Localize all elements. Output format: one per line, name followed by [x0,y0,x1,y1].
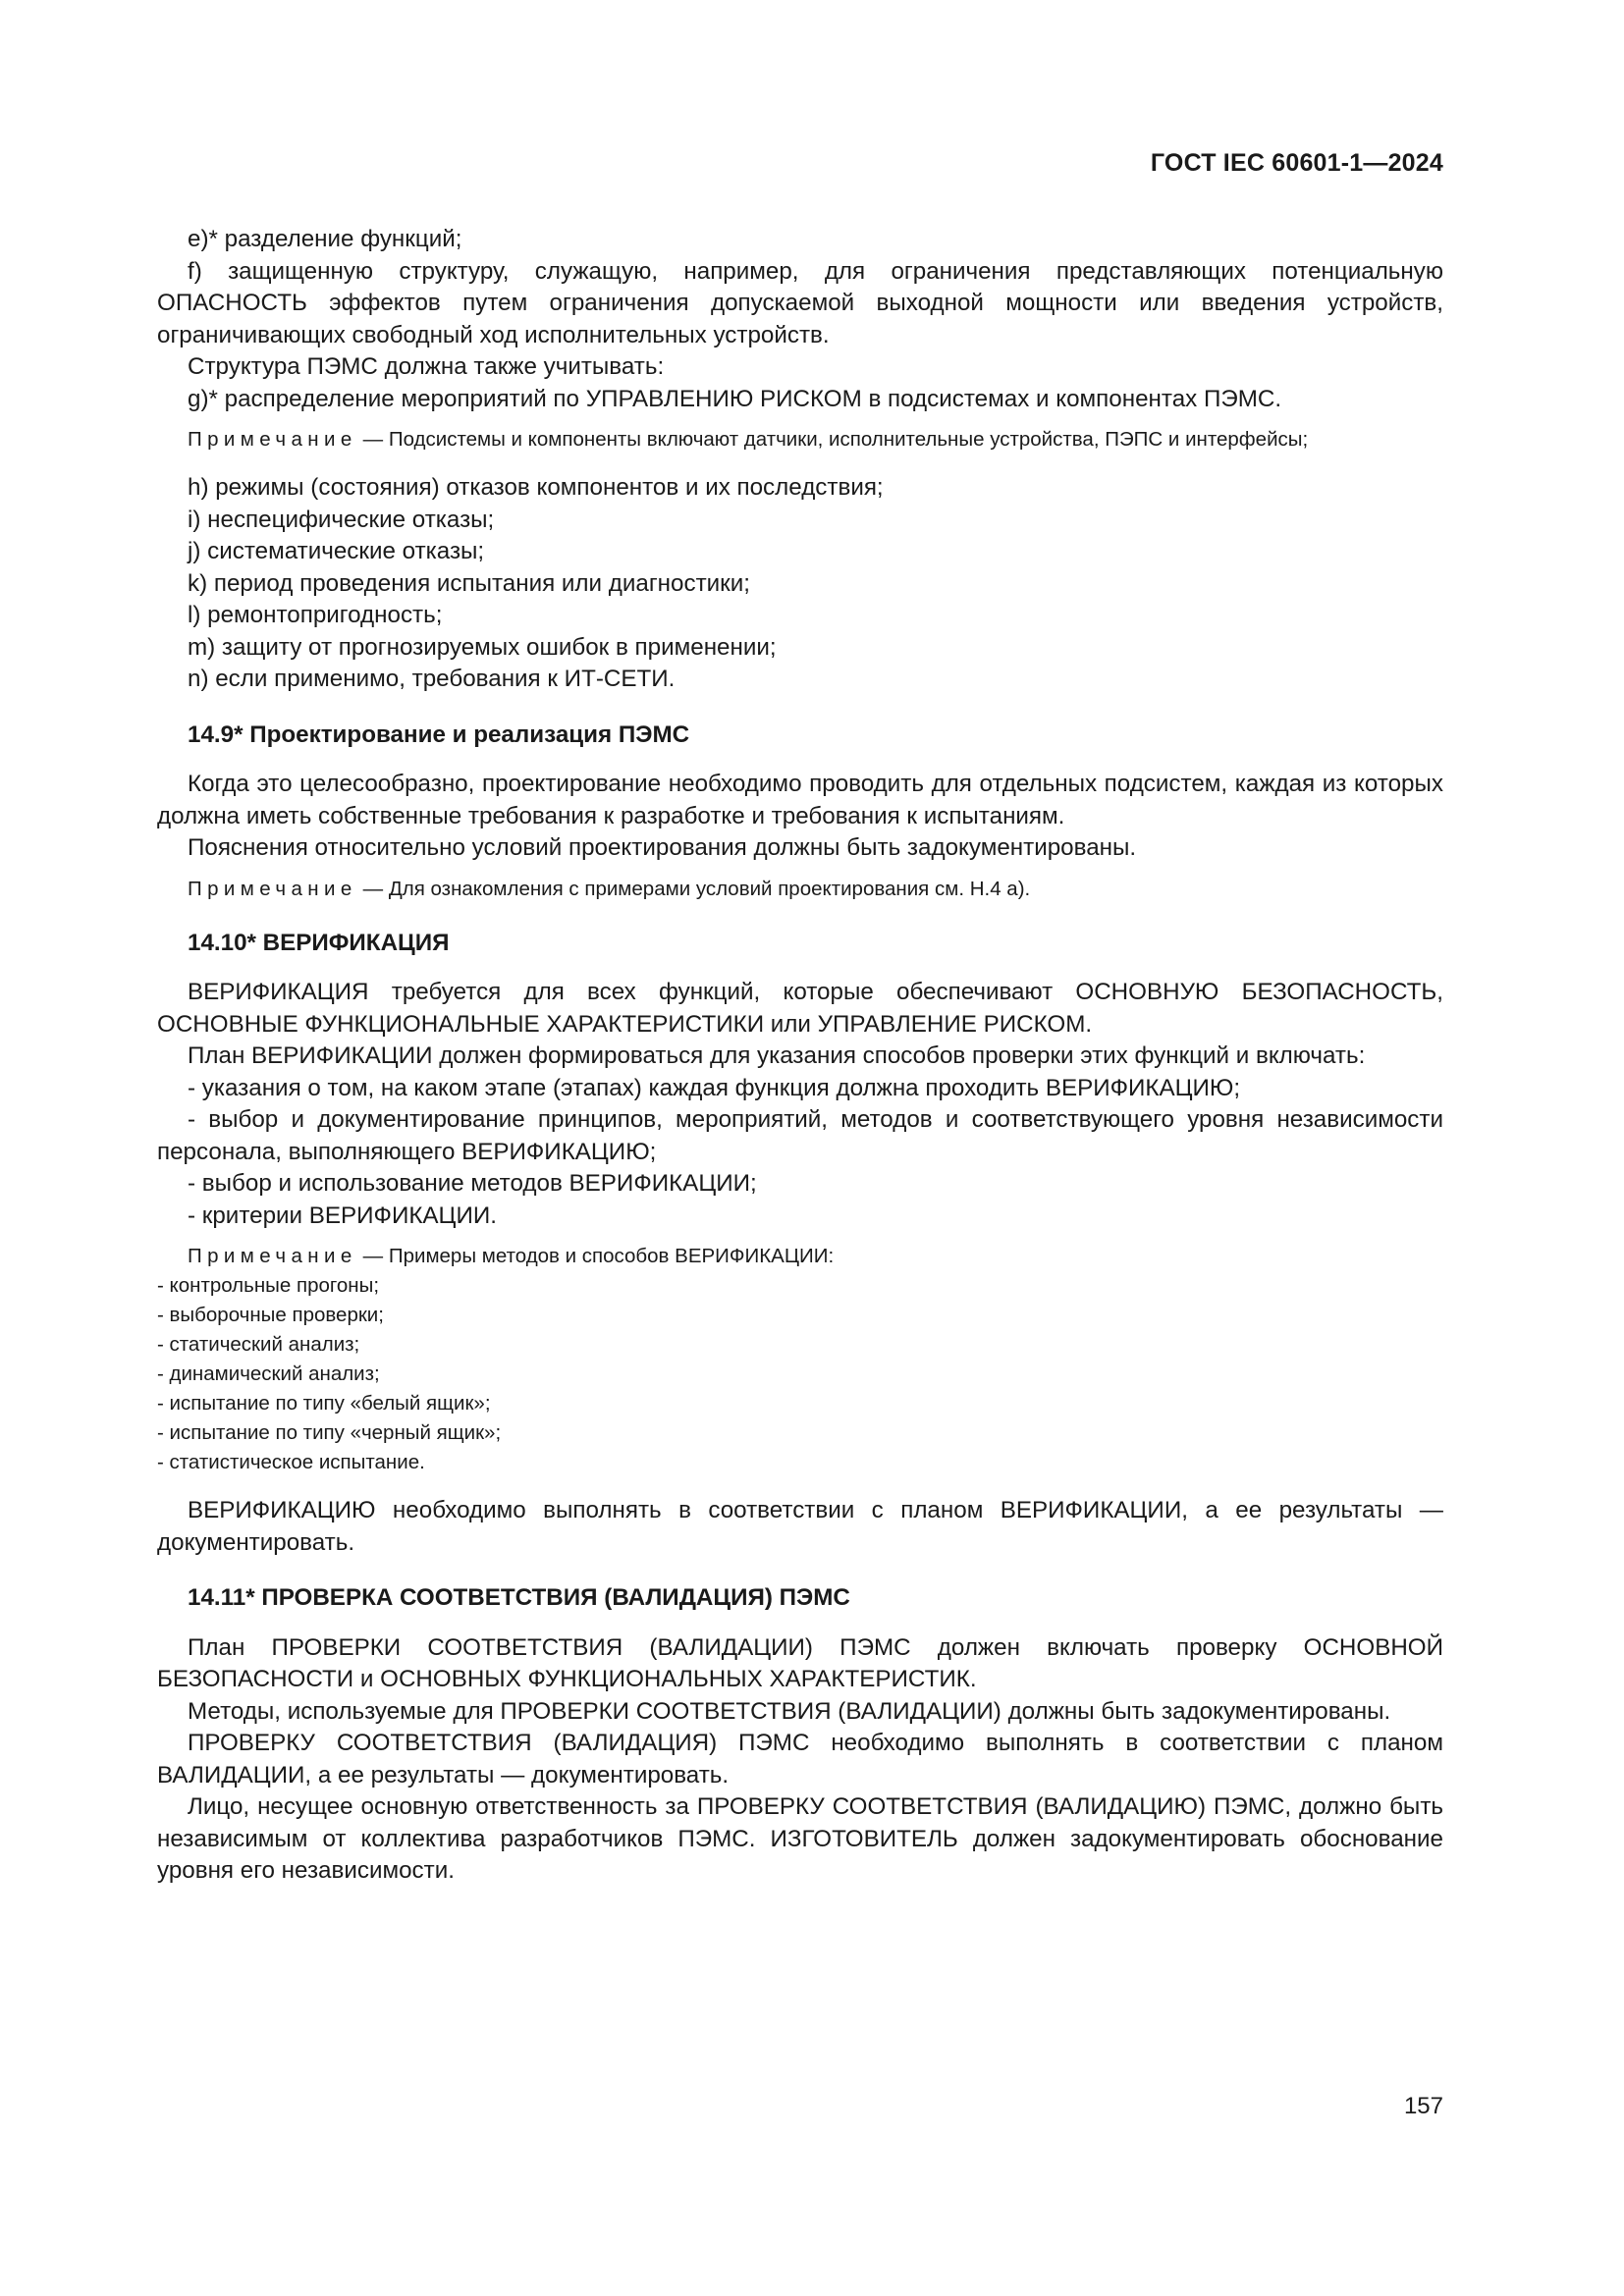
list-item-n: n) если применимо, требования к ИТ-СЕТИ. [188,666,676,692]
s1410-note [157,1242,1443,1271]
list-item-i: i) неспецифические отказы; [188,506,495,533]
list-item-m: m) защиту от прогнозируемых ошибок в применении; [188,633,777,661]
s1410-paragraph-1: ВЕРИФИКАЦИЯ требуется для всех функций, которые обеспечивают ОСНОВНУЮ БЕЗОПАСНОСТЬ, ОСНОВНЫЕ ФУНКЦИОНАЛЬНЫЕ ХАРАКТЕРИСТИКИ или УПРАВЛЕНИЕ РИСКОМ. [157,979,1443,1038]
list-item-g: g)* распределение мероприятий по УПРАВЛЕНИЮ РИСКОМ в подсистемах и компонентах ПЭМС. [188,385,1282,412]
document-header: ГОСТ IEC 60601-1—2024 [1150,149,1443,177]
s149-paragraph-1: Когда это целесообразно, проектирование необходимо проводить для отдельных подсистем, каждая из которых должна иметь собственные требования к разработке и требования к испытаниям. [157,771,1443,829]
list-item-l: l) ремонтопригодность; [188,602,443,628]
s1410-paragraph-3: ВЕРИФИКАЦИЮ необходимо выполнять в соответствии с планом ВЕРИФИКАЦИИ, а ее результаты — документировать. [157,1497,1443,1556]
list-item-f: f) защищенную структуру, служащую, например, для ограничения представляющих потенциальную ОПАСНОСТЬ эффектов путем ограничения допускаемой выходной мощности или введения устройств, ограничивающих свободный ход исполнительных устройств. [157,257,1443,348]
s1411-paragraph-1: План ПРОВЕРКИ СООТВЕТСТВИЯ (ВАЛИДАЦИИ) ПЭМС должен включать проверку ОСНОВНОЙ БЕЗОПАСНОСТИ и ОСНОВНЫХ ФУНКЦИОНАЛЬНЫХ ХАРАКТЕРИСТИК. [157,1633,1443,1692]
note-list-item: - статистическое испытание. [157,1451,425,1473]
note-label: Примечание [188,428,357,451]
structure-intro: Структура ПЭМС должна также учитывать: [188,353,665,380]
s149-paragraph-2: Пояснения относительно условий проектирования должны быть задокументированы. [188,834,1137,861]
list-item-e: e)* разделение функций; [188,226,462,252]
s1410-item-1: - указания о том, на каком этапе (этапах) каждая функция должна проходить ВЕРИФИКАЦИЮ; [188,1074,1241,1101]
s149-note [157,875,1443,904]
note-list-item: - динамический анализ; [157,1362,380,1385]
s1410-item-2: - выбор и документирование принципов, мероприятий, методов и соответствующего уровня независимости персонала, выполняющего ВЕРИФИКАЦИЮ; [157,1106,1443,1165]
page-number: 157 [1403,2093,1443,2119]
note-1-text: — Подсистемы и компоненты включают датчики, исполнительные устройства, ПЭПС и интерфейсы; [362,428,1309,451]
s1410-note-text: — Примеры методов и способов ВЕРИФИКАЦИИ: [362,1245,835,1267]
s1410-item-3: - выбор и использование методов ВЕРИФИКАЦИИ; [188,1170,757,1197]
list-item-k: k) период проведения испытания или диагностики; [188,569,750,597]
list-item-j: j) систематические отказы; [188,538,485,564]
s149-note-text: — Для ознакомления с примерами условий проектирования см. Н.4 а). [362,877,1031,900]
note-list-item: - испытание по типу «белый ящик»; [157,1392,491,1415]
note-list-item: - статический анализ; [157,1333,360,1356]
note-list-item: - испытание по типу «черный ящик»; [157,1421,502,1444]
section-heading-14-11: 14.11* ПРОВЕРКА СООТВЕТСТВИЯ (ВАЛИДАЦИЯ) ПЭМС [188,1584,850,1611]
section-heading-14-9: 14.9* Проектирование и реализация ПЭМС [188,721,690,748]
note-list-item: - выборочные проверки; [157,1304,384,1326]
note-1 [157,425,1443,454]
document-body [157,224,1443,1888]
section-heading-14-10: 14.10* ВЕРИФИКАЦИЯ [188,929,450,956]
s1411-paragraph-4: Лицо, несущее основную ответственность за ПРОВЕРКУ СООТВЕТСТВИЯ (ВАЛИДАЦИЮ) ПЭМС, должно быть независимым от коллектива разработчиков ПЭМС. ИЗГОТОВИТЕЛЬ должен задокументировать обоснование уровня его независимости. [157,1793,1443,1884]
note-label: Примечание [188,1245,357,1267]
s1411-paragraph-3: ПРОВЕРКУ СООТВЕТСТВИЯ (ВАЛИДАЦИЯ) ПЭМС необходимо выполнять в соответствии с планом ВАЛИДАЦИИ, а ее результаты — документировать. [157,1730,1443,1789]
s1410-paragraph-2: План ВЕРИФИКАЦИИ должен формироваться для указания способов проверки этих функций и включать: [188,1042,1366,1069]
s1411-paragraph-2: Методы, используемые для ПРОВЕРКИ СООТВЕТСТВИЯ (ВАЛИДАЦИИ) должны быть задокументированы. [188,1697,1391,1725]
note-list-item: - контрольные прогоны; [157,1274,380,1297]
note-label: Примечание [188,877,357,900]
s1410-item-4: - критерии ВЕРИФИКАЦИИ. [188,1201,497,1229]
list-item-h: h) режимы (состояния) отказов компонентов и их последствия; [188,474,884,501]
